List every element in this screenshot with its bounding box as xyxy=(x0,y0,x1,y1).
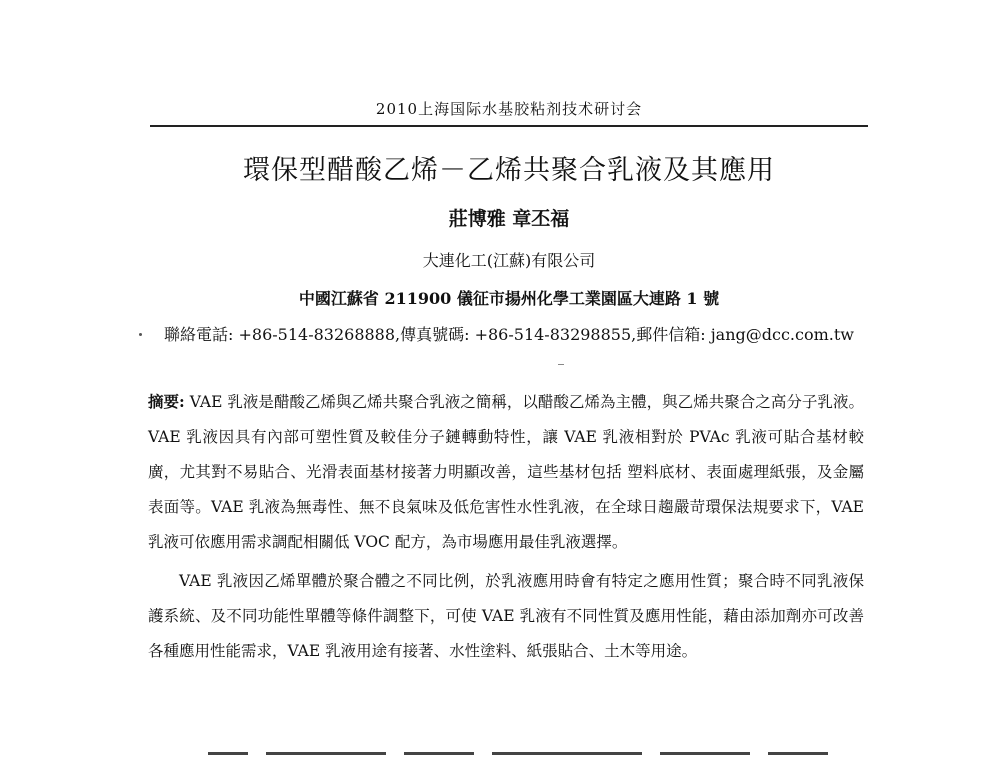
affiliation-address: 中國江蘇省 211900 儀征市揚州化學工業園區大連路 1 號 xyxy=(298,289,720,308)
abstract-label: 摘要: xyxy=(148,392,185,411)
cutoff-next-line xyxy=(148,752,864,760)
affiliation-company: 大連化工(江蘇)有限公司 xyxy=(422,251,596,270)
body-paragraph: VAE 乳液因乙烯單體於聚合體之不同比例，於乳液應用時會有特定之應用性質；聚合時不同乳液保護系統、及不同功能性單體等條件調整下，可使 VAE 乳液有不同性質及應用性能，藉由添加劑亦可改善各種應用性能需求，VAE 乳液用途有接著、水性塗料、紙張貼合、土木等用途。 xyxy=(148,572,864,660)
abstract-paragraph xyxy=(148,384,864,560)
abstract-text: VAE 乳液是醋酸乙烯與乙烯共聚合乳液之簡稱，以醋酸乙烯為主體，與乙烯共聚合之高分子乳液。VAE 乳液因具有內部可塑性質及較佳分子鏈轉動特性，讓 VAE 乳液相對於 PVAc 乳液可貼合基材較廣，尤其對不易貼合、光滑表面基材接著力明顯改善，這些基材包括 塑料底材、表面處理紙張，及金屬表面等。VAE 乳液為無毒性、無不良氣味及低危害性水性乳液，在全球日趨嚴苛環保法規要求下，VAE 乳液可依應用需求調配相關低 VOC 配方，為市場應用最佳乳液選擇。 xyxy=(148,393,864,551)
scan-mark xyxy=(558,364,564,365)
paper-title: 環保型醋酸乙烯－乙烯共聚合乳液及其應用 xyxy=(243,155,775,186)
affiliation-contact: 聯絡電話: +86-514-83268888,傳真號碼: +86-514-83298855,郵件信箱: jang@dcc.com.tw xyxy=(164,325,854,344)
body-text xyxy=(148,384,864,669)
conference-header: 2010上海国际水基胶粘剂技术研讨会 xyxy=(375,100,643,118)
header-rule xyxy=(150,125,868,127)
paper-authors: 莊博雅 章丕福 xyxy=(448,208,570,230)
scan-dot xyxy=(139,333,142,336)
